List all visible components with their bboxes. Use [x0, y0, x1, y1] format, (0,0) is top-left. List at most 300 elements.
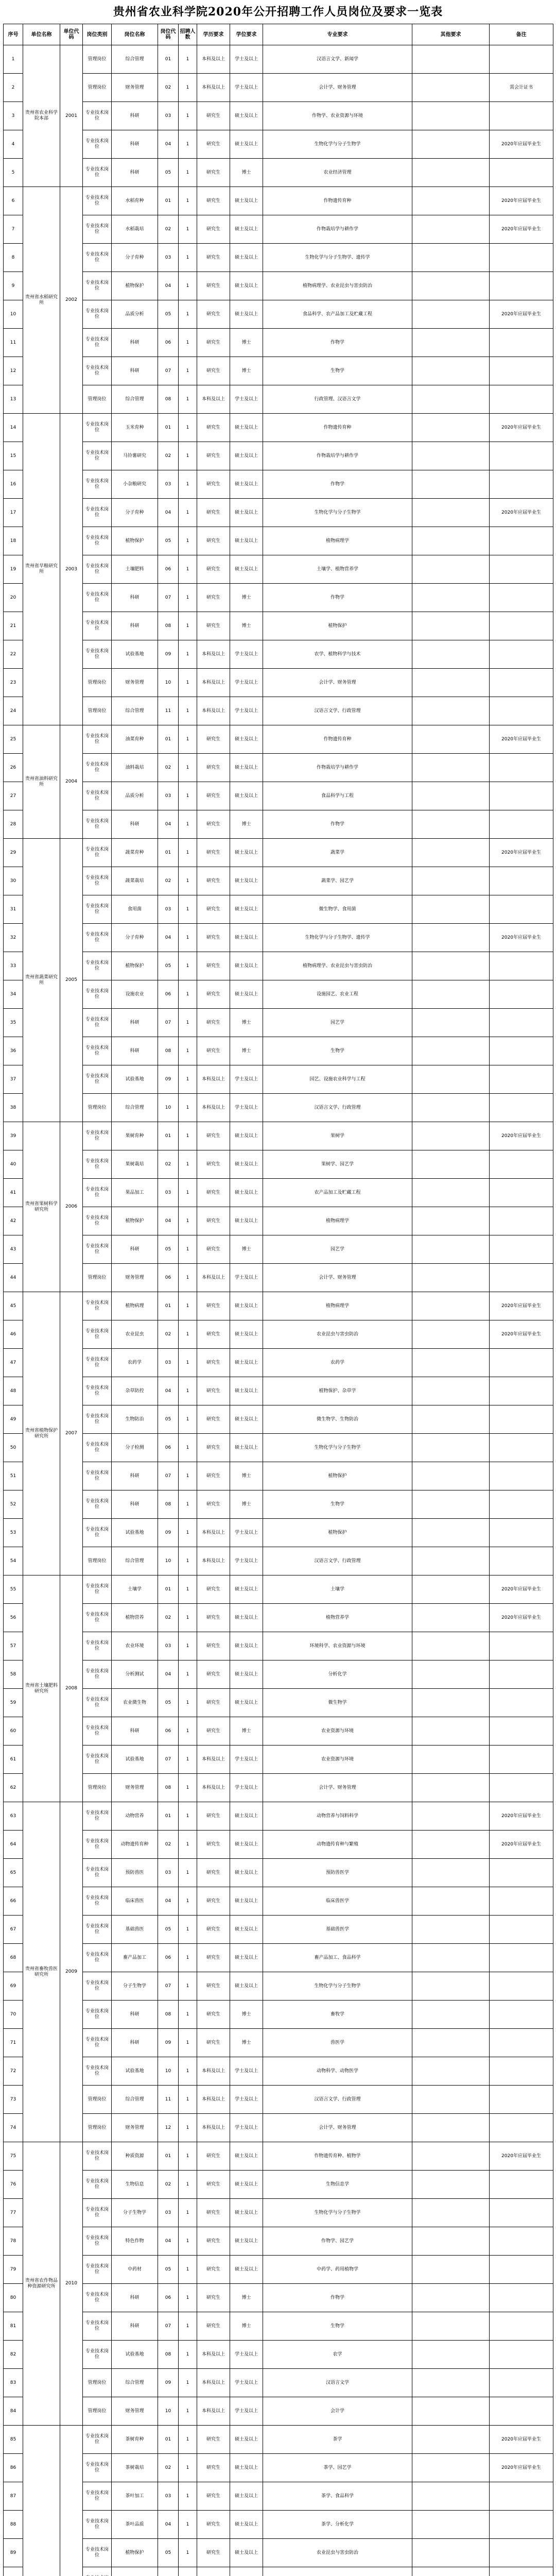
seq-cell: 43 — [4, 1235, 23, 1264]
degree-cell: 硕士及以上 — [230, 215, 263, 244]
other-req-cell — [412, 1859, 490, 1887]
post-name-cell: 综合管理 — [112, 385, 158, 414]
major-cell: 植物病理学、农业昆虫与害虫防治 — [263, 272, 412, 300]
post-name-cell: 土壤学 — [112, 1575, 158, 1604]
note-cell — [490, 102, 553, 130]
post-type-cell: 专业技术岗位 — [83, 300, 112, 329]
major-cell: 植物病理学 — [263, 1292, 412, 1320]
seq-cell: 36 — [4, 1037, 23, 1065]
degree-cell: 学士及以上 — [230, 1745, 263, 1774]
post-type-cell: 专业技术岗位 — [83, 1292, 112, 1320]
education-cell: 研究生 — [197, 1660, 230, 1689]
degree-cell: 硕士及以上 — [230, 2199, 263, 2227]
note-cell — [490, 980, 553, 1009]
quota-cell: 1 — [179, 924, 197, 952]
education-cell: 研究生 — [197, 102, 230, 130]
note-cell — [490, 2227, 553, 2256]
post-name-cell: 动物遗传育种 — [112, 1831, 158, 1859]
education-cell: 研究生 — [197, 980, 230, 1009]
post-name-cell: 土壤肥料 — [112, 555, 158, 584]
degree-cell — [230, 2567, 263, 2576]
post-type-cell: 管理岗位 — [83, 74, 112, 102]
degree-cell: 硕士及以上 — [230, 130, 263, 159]
post-name-cell: 试验基地 — [112, 2341, 158, 2369]
quota-cell: 1 — [179, 980, 197, 1009]
post-name-cell: 水稻育种 — [112, 187, 158, 215]
note-cell — [490, 442, 553, 470]
other-req-cell — [412, 1065, 490, 1094]
quota-cell: 1 — [179, 1122, 197, 1150]
post-type-cell: 专业技术岗位 — [83, 1320, 112, 1349]
quota-cell: 1 — [179, 1462, 197, 1490]
post-type-cell: 专业技术岗位 — [83, 2227, 112, 2256]
note-cell — [490, 612, 553, 640]
table-row — [4, 442, 553, 470]
other-req-cell — [412, 612, 490, 640]
other-req-cell — [412, 1377, 490, 1405]
post-name-cell: 小杂粮研究 — [112, 470, 158, 499]
seq-cell: 82 — [4, 2341, 23, 2369]
post-name-cell: 畜产品加工 — [112, 1944, 158, 1972]
post-code-cell: 01 — [158, 1802, 179, 1831]
major-cell: 汉语言文学、新闻学 — [263, 45, 412, 74]
table-row — [4, 1235, 553, 1264]
education-cell: 研究生 — [197, 2171, 230, 2199]
table-row — [4, 499, 553, 527]
quota-cell: 1 — [179, 1717, 197, 1745]
quota-cell: 1 — [179, 470, 197, 499]
quota-cell: 1 — [179, 187, 197, 215]
seq-cell: 42 — [4, 1207, 23, 1235]
note-cell: 2020年应届毕业生 — [490, 1831, 553, 1859]
education-cell: 本科及以上 — [197, 45, 230, 74]
major-cell: 农学 — [263, 2341, 412, 2369]
post-code-cell: 05 — [158, 1405, 179, 1434]
other-req-cell — [412, 2539, 490, 2567]
other-req-cell — [412, 1916, 490, 1944]
post-code-cell: 06 — [158, 1944, 179, 1972]
note-cell — [490, 527, 553, 555]
education-cell: 本科及以上 — [197, 2057, 230, 2086]
post-type-cell: 专业技术岗位 — [83, 1802, 112, 1831]
major-cell: 分析化学 — [263, 1660, 412, 1689]
degree-cell: 学士及以上 — [230, 1094, 263, 1122]
post-type-cell: 专业技术岗位 — [83, 2057, 112, 2086]
education-cell: 本科及以上 — [197, 2369, 230, 2397]
quota-cell: 1 — [179, 329, 197, 357]
post-type-cell: 专业技术岗位 — [83, 1065, 112, 1094]
post-code-cell: 07 — [158, 1745, 179, 1774]
other-req-cell — [412, 1519, 490, 1547]
table-row — [4, 2312, 553, 2341]
quota-cell: 1 — [179, 1349, 197, 1377]
table-row — [4, 1689, 553, 1717]
other-req-cell — [412, 2199, 490, 2227]
post-code-cell: 06 — [158, 2284, 179, 2312]
post-type-cell: 专业技术岗位 — [83, 1434, 112, 1462]
post-code-cell: 05 — [158, 1689, 179, 1717]
note-cell: 2020年应届毕业生 — [490, 187, 553, 215]
seq-cell: 48 — [4, 1377, 23, 1405]
post-name-cell: 科研 — [112, 329, 158, 357]
other-req-cell — [412, 895, 490, 924]
major-cell: 茶学、食品科学 — [263, 2482, 412, 2511]
other-req-cell — [412, 329, 490, 357]
major-cell: 生物学 — [263, 357, 412, 385]
post-type-cell: 专业技术岗位 — [83, 1887, 112, 1916]
table-row — [4, 1519, 553, 1547]
education-cell: 研究生 — [197, 2511, 230, 2539]
education-cell: 研究生 — [197, 867, 230, 895]
note-cell: 2020年应届毕业生 — [490, 130, 553, 159]
education-cell: 研究生 — [197, 1235, 230, 1264]
major-cell: 汉语言文学、行政管理 — [263, 2086, 412, 2114]
post-code-cell: 03 — [158, 2199, 179, 2227]
post-code-cell: 09 — [158, 2369, 179, 2397]
note-cell — [490, 1944, 553, 1972]
post-name-cell: 科研 — [112, 1490, 158, 1519]
post-code-cell: 08 — [158, 612, 179, 640]
post-code-cell: 10 — [158, 2397, 179, 2426]
unit-code-cell: 2007 — [60, 1292, 83, 1575]
seq-cell: 9 — [4, 272, 23, 300]
post-name-cell: 财务管理 — [112, 74, 158, 102]
post-type-cell: 专业技术岗位 — [83, 2199, 112, 2227]
note-cell — [490, 1434, 553, 1462]
table-row — [4, 2397, 553, 2426]
post-code-cell: 03 — [158, 1179, 179, 1207]
recruitment-table — [3, 24, 553, 2576]
post-code-cell: 11 — [158, 697, 179, 725]
table-row — [4, 215, 553, 244]
seq-cell: 88 — [4, 2511, 23, 2539]
post-name-cell: 茶叶加工 — [112, 2482, 158, 2511]
table-row — [4, 1377, 553, 1405]
major-cell: 园艺学 — [263, 1009, 412, 1037]
other-req-cell — [412, 1831, 490, 1859]
note-cell — [490, 385, 553, 414]
post-code-cell: 02 — [158, 215, 179, 244]
post-type-cell: 专业技术岗位 — [83, 1745, 112, 1774]
column-header: 岗位代码 — [158, 24, 179, 45]
quota-cell: 1 — [179, 2086, 197, 2114]
quota-cell: 1 — [179, 1519, 197, 1547]
table-row — [4, 839, 553, 867]
degree-cell: 学士及以上 — [230, 640, 263, 669]
table-row — [4, 2341, 553, 2369]
post-type-cell: 专业技术岗位 — [83, 1207, 112, 1235]
post-code-cell: 05 — [158, 1916, 179, 1944]
post-code-cell: 05 — [158, 1235, 179, 1264]
column-header: 备注 — [490, 24, 553, 45]
table-row — [4, 1944, 553, 1972]
degree-cell: 硕士及以上 — [230, 2171, 263, 2199]
seq-cell: 71 — [4, 2029, 23, 2057]
education-cell: 研究生 — [197, 2001, 230, 2029]
degree-cell: 硕士及以上 — [230, 555, 263, 584]
quota-cell: 1 — [179, 1490, 197, 1519]
post-code-cell — [158, 2567, 179, 2576]
quota-cell: 1 — [179, 1660, 197, 1689]
seq-cell: 22 — [4, 640, 23, 669]
post-type-cell: 专业技术岗位 — [83, 1122, 112, 1150]
seq-cell — [4, 2567, 23, 2576]
note-cell — [490, 2114, 553, 2142]
major-cell: 作物学 — [263, 470, 412, 499]
post-type-cell: 管理岗位 — [83, 45, 112, 74]
degree-cell: 硕士及以上 — [230, 1604, 263, 1632]
post-type-cell: 专业技术岗位 — [83, 2284, 112, 2312]
other-req-cell — [412, 2567, 490, 2576]
major-cell: 作物学 — [263, 329, 412, 357]
seq-cell: 24 — [4, 697, 23, 725]
major-cell: 会计学 — [263, 2397, 412, 2426]
unit-code-cell: 2003 — [60, 414, 83, 725]
quota-cell: 1 — [179, 1859, 197, 1887]
table-row — [4, 1037, 553, 1065]
education-cell: 研究生 — [197, 1859, 230, 1887]
seq-cell: 30 — [4, 867, 23, 895]
post-name-cell: 果品加工 — [112, 1179, 158, 1207]
post-code-cell: 05 — [158, 952, 179, 980]
education-cell: 研究生 — [197, 810, 230, 839]
unit-cell — [23, 2426, 60, 2576]
seq-cell: 83 — [4, 2369, 23, 2397]
other-req-cell — [412, 952, 490, 980]
degree-cell: 硕士及以上 — [230, 2511, 263, 2539]
seq-cell: 86 — [4, 2454, 23, 2482]
seq-cell: 16 — [4, 470, 23, 499]
seq-cell: 44 — [4, 1264, 23, 1292]
seq-cell: 51 — [4, 1462, 23, 1490]
post-code-cell: 09 — [158, 2029, 179, 2057]
column-header: 单位名称 — [23, 24, 60, 45]
quota-cell: 1 — [179, 2057, 197, 2086]
other-req-cell — [412, 470, 490, 499]
major-cell: 环境科学、农业资源与环境 — [263, 1632, 412, 1660]
quota-cell: 1 — [179, 1632, 197, 1660]
post-code-cell: 05 — [158, 527, 179, 555]
degree-cell: 博士 — [230, 329, 263, 357]
major-cell: 植物病理学 — [263, 1207, 412, 1235]
education-cell: 研究生 — [197, 1972, 230, 2001]
education-cell: 研究生 — [197, 1604, 230, 1632]
other-req-cell — [412, 385, 490, 414]
quota-cell: 1 — [179, 1264, 197, 1292]
degree-cell: 学士及以上 — [230, 1547, 263, 1575]
note-cell: 2020年应届毕业生 — [490, 414, 553, 442]
major-cell: 会计学、财务管理 — [263, 74, 412, 102]
education-cell: 本科及以上 — [197, 385, 230, 414]
major-cell: 作物学、园艺学 — [263, 2227, 412, 2256]
post-name-cell: 动物营养 — [112, 1802, 158, 1831]
post-type-cell: 专业技术岗位 — [83, 2312, 112, 2341]
quota-cell: 1 — [179, 782, 197, 810]
other-req-cell — [412, 499, 490, 527]
column-header: 招聘人数 — [179, 24, 197, 45]
other-req-cell — [412, 2369, 490, 2397]
degree-cell: 学士及以上 — [230, 2057, 263, 2086]
note-cell: 2020年应届毕业生 — [490, 1604, 553, 1632]
post-name-cell: 科研 — [112, 357, 158, 385]
education-cell: 研究生 — [197, 2482, 230, 2511]
post-type-cell: 专业技术岗位 — [83, 2426, 112, 2454]
seq-cell: 67 — [4, 1916, 23, 1944]
page-title: 贵州省农业科学院2020年公开招聘工作人员岗位及要求一览表 — [113, 5, 443, 19]
other-req-cell — [412, 1774, 490, 1802]
quota-cell: 1 — [179, 1831, 197, 1859]
major-cell: 园艺、设施农业科学与工程 — [263, 1065, 412, 1094]
post-name-cell: 油菜育种 — [112, 725, 158, 754]
unit-code-cell: 2002 — [60, 187, 83, 414]
post-code-cell: 06 — [158, 980, 179, 1009]
post-name-cell: 科研 — [112, 2312, 158, 2341]
column-header: 专业要求 — [263, 24, 412, 45]
education-cell: 本科及以上 — [197, 640, 230, 669]
quota-cell: 1 — [179, 1150, 197, 1179]
post-code-cell: 09 — [158, 1519, 179, 1547]
other-req-cell — [412, 924, 490, 952]
post-type-cell: 专业技术岗位 — [83, 782, 112, 810]
degree-cell: 学士及以上 — [230, 1065, 263, 1094]
quota-cell: 1 — [179, 1916, 197, 1944]
seq-cell: 35 — [4, 1009, 23, 1037]
table-row — [4, 895, 553, 924]
other-req-cell — [412, 45, 490, 74]
other-req-cell — [412, 725, 490, 754]
post-code-cell: 04 — [158, 272, 179, 300]
table-row — [4, 130, 553, 159]
major-cell: 作物学 — [263, 2284, 412, 2312]
major-cell: 行政管理、汉语言文学 — [263, 385, 412, 414]
post-code-cell: 10 — [158, 2057, 179, 2086]
degree-cell: 硕士及以上 — [230, 1660, 263, 1689]
quota-cell: 1 — [179, 669, 197, 697]
note-cell: 2020年应届毕业生 — [490, 1122, 553, 1150]
post-name-cell: 科研 — [112, 1462, 158, 1490]
quota-cell: 1 — [179, 839, 197, 867]
education-cell: 研究生 — [197, 1575, 230, 1604]
education-cell: 研究生 — [197, 357, 230, 385]
major-cell: 生物化学与分子生物学 — [263, 2199, 412, 2227]
post-type-cell: 专业技术岗位 — [83, 1575, 112, 1604]
seq-cell: 75 — [4, 2142, 23, 2171]
education-cell: 研究生 — [197, 300, 230, 329]
post-name-cell: 综合管理 — [112, 2369, 158, 2397]
seq-cell: 62 — [4, 1774, 23, 1802]
quota-cell: 1 — [179, 1547, 197, 1575]
post-type-cell: 专业技术岗位 — [83, 414, 112, 442]
major-cell: 作物栽培学与耕作学 — [263, 754, 412, 782]
post-name-cell: 设施农业 — [112, 980, 158, 1009]
post-name-cell: 玉米育种 — [112, 414, 158, 442]
table-row — [4, 1916, 553, 1944]
post-name-cell: 试验基地 — [112, 2057, 158, 2086]
other-req-cell — [412, 1349, 490, 1377]
education-cell: 研究生 — [197, 555, 230, 584]
seq-cell: 26 — [4, 754, 23, 782]
major-cell: 农业资源与环境 — [263, 1717, 412, 1745]
note-cell — [490, 2539, 553, 2567]
major-cell: 土壤学、植物营养学 — [263, 555, 412, 584]
major-cell: 植物病理学、农业昆虫与害虫防治 — [263, 952, 412, 980]
other-req-cell — [412, 584, 490, 612]
degree-cell: 硕士及以上 — [230, 1122, 263, 1150]
major-cell: 会计学、财务管理 — [263, 1774, 412, 1802]
seq-cell: 89 — [4, 2539, 23, 2567]
note-cell — [490, 669, 553, 697]
note-cell — [490, 159, 553, 187]
post-code-cell: 04 — [158, 2227, 179, 2256]
post-type-cell: 专业技术岗位 — [83, 499, 112, 527]
degree-cell: 硕士及以上 — [230, 102, 263, 130]
unit-cell: 贵州省油料研究所 — [23, 725, 60, 839]
table-row — [4, 2001, 553, 2029]
degree-cell: 硕士及以上 — [230, 244, 263, 272]
table-row — [4, 470, 553, 499]
major-cell: 畜牧学 — [263, 2001, 412, 2029]
post-type-cell: 专业技术岗位 — [83, 329, 112, 357]
other-req-cell — [412, 810, 490, 839]
table-row — [4, 1972, 553, 2001]
major-cell: 食品科学与工程 — [263, 782, 412, 810]
major-cell: 生物化学与分子生物学、遗传学 — [263, 924, 412, 952]
note-cell — [490, 1264, 553, 1292]
major-cell: 作物学 — [263, 584, 412, 612]
post-name-cell: 科研 — [112, 1037, 158, 1065]
post-name-cell: 特色作物 — [112, 2227, 158, 2256]
post-type-cell: 专业技术岗位 — [83, 1150, 112, 1179]
other-req-cell — [412, 1490, 490, 1519]
education-cell: 研究生 — [197, 1632, 230, 1660]
major-cell: 果树学、园艺学 — [263, 1150, 412, 1179]
post-type-cell: 专业技术岗位 — [83, 640, 112, 669]
table-row — [4, 1320, 553, 1349]
degree-cell: 硕士及以上 — [230, 1972, 263, 2001]
degree-cell: 博士 — [230, 584, 263, 612]
seq-cell: 40 — [4, 1150, 23, 1179]
quota-cell: 1 — [179, 300, 197, 329]
quota-cell: 1 — [179, 810, 197, 839]
degree-cell: 硕士及以上 — [230, 1320, 263, 1349]
post-type-cell: 专业技术岗位 — [83, 1859, 112, 1887]
post-type-cell: 专业技术岗位 — [83, 1179, 112, 1207]
major-cell: 农业资源与环境 — [263, 1745, 412, 1774]
table-row — [4, 1349, 553, 1377]
post-code-cell: 06 — [158, 1264, 179, 1292]
post-code-cell: 03 — [158, 782, 179, 810]
quota-cell: 1 — [179, 2511, 197, 2539]
table-row — [4, 1745, 553, 1774]
post-code-cell: 05 — [158, 159, 179, 187]
post-type-cell: 专业技术岗位 — [83, 1462, 112, 1490]
post-type-cell: 专业技术岗位 — [83, 555, 112, 584]
post-code-cell: 01 — [158, 725, 179, 754]
seq-cell: 19 — [4, 555, 23, 584]
post-type-cell: 专业技术岗位 — [83, 1349, 112, 1377]
post-type-cell: 专业技术岗位 — [83, 952, 112, 980]
post-name-cell: 蔬菜栽培 — [112, 867, 158, 895]
seq-cell: 81 — [4, 2312, 23, 2341]
other-req-cell — [412, 782, 490, 810]
major-cell: 植物营养学 — [263, 1604, 412, 1632]
table-row — [4, 2482, 553, 2511]
quota-cell: 1 — [179, 1802, 197, 1831]
post-type-cell: 专业技术岗位 — [83, 1519, 112, 1547]
table-row — [4, 725, 553, 754]
table-row — [4, 669, 553, 697]
note-cell — [490, 2029, 553, 2057]
